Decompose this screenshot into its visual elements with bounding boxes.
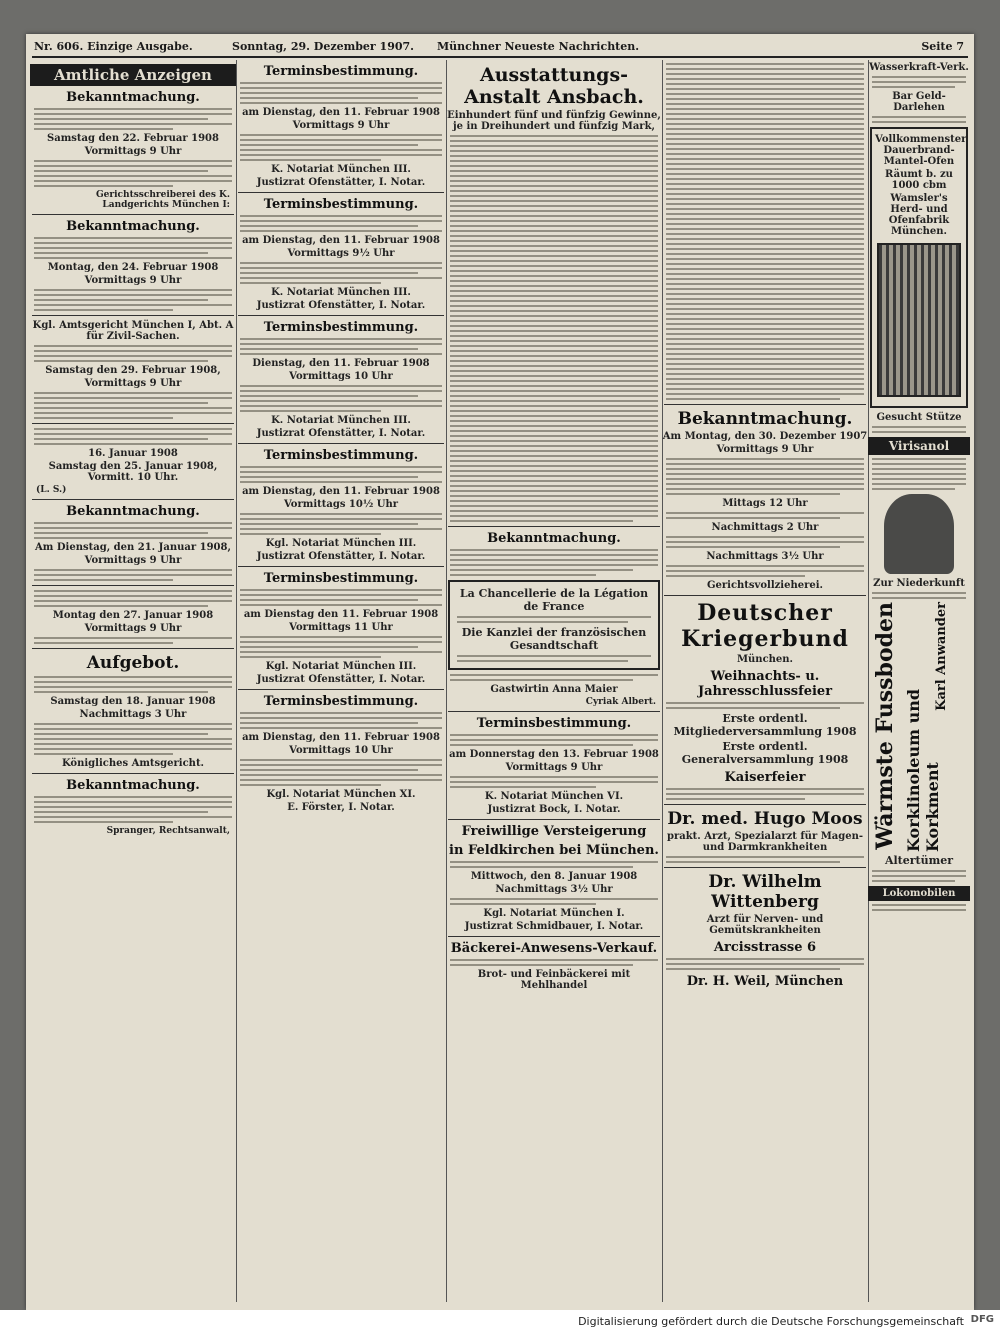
stove-advert [870, 127, 968, 408]
event-title: Erste ordentl. Generalversammlung 1908 [681, 740, 849, 766]
notice-body [450, 674, 658, 681]
lottery-title: Ausstattungs-Anstalt Ansbach. [464, 64, 644, 108]
newspaper-page [26, 34, 974, 1310]
notice-time: Vormittags 9 Uhr [716, 444, 814, 455]
event-title: Weihnachts- u. Jahresschlussfeier [697, 669, 833, 699]
notice-body [450, 861, 658, 868]
notice-body [450, 959, 658, 966]
notary-signature: E. Förster, I. Notar. [287, 802, 395, 813]
auction-location: in Feldkirchen bei München. [449, 843, 659, 858]
flooring-ad-product: Korklinoleum und Korkment [904, 688, 942, 852]
notice-body [450, 898, 658, 905]
notice-body [34, 345, 232, 362]
notice-time: Vormittags 9 Uhr [84, 378, 182, 389]
notice-body [34, 676, 232, 693]
notice-body [240, 466, 442, 483]
ad-body [872, 76, 966, 88]
notice-date: 16. Januar 1908 [88, 448, 178, 459]
ad-body [872, 116, 966, 123]
notary-name: Kgl. Notariat München III. [265, 661, 417, 672]
notary-signature: Justizrat Ofenstätter, I. Notar. [256, 674, 426, 685]
flooring-advert [868, 602, 970, 852]
notice-body [240, 712, 442, 729]
ad-body [872, 592, 966, 599]
notice-body [34, 723, 232, 755]
doctor-name: Dr. Wilhelm Wittenberg [708, 872, 822, 912]
stove-ad-capacity: Räumt b. zu 1000 cbm [885, 169, 953, 191]
notice-time: Vormittags 9 Uhr [84, 623, 182, 634]
notice-body [34, 428, 232, 445]
virisanol-banner: Virisanol [868, 437, 970, 455]
notary-name: Kgl. Notariat München I. [483, 908, 625, 919]
column-2 [236, 60, 447, 1302]
notice-body [666, 458, 864, 495]
issue-number: Nr. 606. Einzige Ausgabe. [34, 40, 193, 53]
notice-time: Nachmittags 2 Uhr [711, 522, 819, 533]
notice-date: Mittwoch, den 8. Januar 1908 [470, 871, 638, 882]
event-title: Kaiserfeier [724, 770, 806, 785]
notice-body [240, 134, 442, 161]
legation-notice [448, 580, 660, 670]
notice-body [34, 637, 232, 644]
laboratory-name: Dr. H. Weil, München [686, 974, 844, 989]
notary-signature: Justizrat Ofenstätter, I. Notar. [256, 551, 426, 562]
notice-body [666, 856, 864, 863]
notary-name: K. Notariat München III. [271, 287, 411, 298]
notice-date: Samstag den 29. Februar 1908, [45, 365, 221, 376]
notice-body [34, 796, 232, 823]
terminsbestimmung-heading: Terminsbestimmung. [263, 694, 419, 709]
doctor-address: Arcisstrasse 6 [713, 940, 817, 955]
kriegerbund-city: München. [736, 654, 794, 665]
notice-date: Samstag den 25. Januar 1908, Vormitt. 10 Uhr. [48, 461, 218, 483]
lokomobilen-banner: Lokomobilen [868, 886, 970, 901]
notice-date: Am Dienstag, den 21. Januar 1908, [35, 542, 231, 553]
notary-signature: Justizrat Schmidbauer, I. Notar. [464, 921, 644, 932]
notice-body [240, 215, 442, 232]
masthead [32, 40, 968, 58]
ad-heading: Gesucht Stütze [876, 412, 962, 423]
notice-body [240, 262, 442, 284]
footer-credit: Digitalisierung gefördert durch die Deutsche Forschungsgemeinschaft [578, 1315, 964, 1328]
notice-time: Vormittags 9½ Uhr [287, 248, 395, 259]
notice-time: Mittags 12 Uhr [722, 498, 808, 509]
column-4 [662, 60, 869, 1302]
notice-body [34, 237, 232, 259]
notice-heading: Bekanntmachung. [66, 778, 200, 793]
kriegerbund-title: Deutscher Kriegerbund [681, 600, 849, 652]
notice-signature: Gerichtsschreiberei des K. Landgerichts München I: [95, 190, 230, 210]
ad-body [872, 458, 966, 490]
notice-date: am Dienstag, den 11. Februar 1908 [242, 235, 440, 246]
notice-date: Montag den 27. Januar 1908 [52, 610, 214, 621]
stove-ad-maker: Wamsler's Herd- und Ofenfabrik München. [888, 193, 950, 237]
ad-heading: Wasserkraft-Verk. [869, 62, 969, 73]
notice-body [240, 385, 442, 412]
notary-name: Kgl. Notariat München III. [265, 538, 417, 549]
ad-heading: Bar Geld-Darlehen [892, 91, 946, 113]
notice-date: am Dienstag, den 11. Februar 1908 [242, 107, 440, 118]
notice-body [34, 569, 232, 581]
court-heading: Kgl. Amtsgericht München I, Abt. A für Zivil-Sachen. [32, 320, 234, 342]
notice-date: am Donnerstag den 13. Februar 1908 [449, 749, 659, 760]
notice-time: Nachmittags 3½ Uhr [706, 551, 824, 562]
stove-illustration [877, 243, 961, 397]
notice-body [666, 565, 864, 577]
notice-time: Vormittags 10 Uhr [289, 371, 393, 382]
notice-time: Vormittags 9 Uhr [505, 762, 603, 773]
legation-heading-fr: La Chancellerie de la Légation de France [459, 587, 649, 613]
lottery-subtitle: Einhundert fünf und fünfzig Gewinne, je in Dreihundert und fünfzig Mark, [447, 110, 661, 132]
event-title: Erste ordentl. Mitgliederversammlung 1908 [673, 712, 857, 738]
doctor-specialty: prakt. Arzt, Spezialarzt für Magen- und Darmkrankheiten [666, 831, 864, 853]
notice-body [450, 776, 658, 788]
notice-time: Vormittags 11 Uhr [289, 622, 393, 633]
notice-time: Vormittags 9 Uhr [292, 120, 390, 131]
ad-body [872, 426, 966, 433]
notice-body [450, 734, 658, 746]
notary-name: K. Notariat München VI. [484, 791, 624, 802]
notice-heading: Bekanntmachung. [66, 90, 200, 105]
ad-heading: Zur Niederkunft [873, 578, 965, 589]
legation-heading-de: Die Kanzlei der französischen Gesandtschaft [461, 626, 647, 652]
notice-body [34, 392, 232, 419]
notice-body [666, 536, 864, 548]
notice-body [666, 788, 864, 800]
court-name: Königliches Amtsgericht. [61, 758, 205, 769]
notice-time: Vormittags 9 Uhr [84, 275, 182, 286]
notice-body [34, 590, 232, 607]
notice-body [34, 160, 232, 187]
notary-name: K. Notariat München III. [271, 415, 411, 426]
notice-body [240, 589, 442, 606]
notice-body [34, 108, 232, 130]
issue-date: Sonntag, 29. Dezember 1907. [232, 40, 414, 53]
bakery-subheading: Brot- und Feinbäckerei mit Mehlhandel [477, 969, 631, 991]
notice-signature: Cyriak Albert. [585, 697, 656, 707]
notice-time: Vormittags 10½ Uhr [283, 499, 399, 510]
notary-signature: Justizrat Ofenstätter, I. Notar. [256, 300, 426, 311]
notary-name: Kgl. Notariat München XI. [266, 789, 416, 800]
notice-date: Am Montag, den 30. Dezember 1907 [662, 431, 868, 442]
notary-name: K. Notariat München III. [271, 164, 411, 175]
terminsbestimmung-heading: Terminsbestimmung. [263, 197, 419, 212]
notice-body [34, 289, 232, 311]
office-name: Gerichtsvollzieherei. [706, 580, 824, 591]
ad-heading: Altertümer [884, 854, 954, 867]
notary-signature: Justizrat Ofenstätter, I. Notar. [256, 428, 426, 439]
notice-body [240, 636, 442, 658]
innkeeper-name: Gastwirtin Anna Maier [490, 684, 618, 695]
notice-date: Samstag den 22. Februar 1908 [47, 133, 219, 144]
notice-time: Vormittags 9 Uhr [84, 146, 182, 157]
notice-time: Vormittags 10 Uhr [289, 745, 393, 756]
paper-name: Münchner Neueste Nachrichten. [437, 40, 640, 53]
terminsbestimmung-heading: Terminsbestimmung. [263, 64, 419, 79]
column-1 [30, 60, 237, 1302]
column-5-ads [868, 60, 970, 1302]
notice-body [240, 513, 442, 535]
notice-heading: Bekanntmachung. [66, 504, 200, 519]
aufgebot-heading: Aufgebot. [86, 653, 180, 673]
notice-heading: Bekanntmachung. [66, 219, 200, 234]
notice-body [666, 958, 864, 970]
notice-heading: Bekanntmachung. [677, 409, 853, 429]
terminsbestimmung-heading: Terminsbestimmung. [263, 571, 419, 586]
amtliche-anzeigen-banner: Amtliche Anzeigen [30, 64, 236, 86]
notice-signature: Spranger, Rechtsanwalt, [106, 826, 230, 836]
terminsbestimmung-heading: Terminsbestimmung. [263, 320, 419, 335]
notice-body [666, 702, 864, 709]
notice-time: Vormittags 9 Uhr [84, 555, 182, 566]
lottery-number-list-continued [666, 63, 864, 400]
ad-body [872, 904, 966, 911]
dfg-logo: DFG [970, 1314, 994, 1325]
notice-body [34, 522, 232, 539]
bakery-sale-heading: Bäckerei-Anwesens-Verkauf. [450, 941, 658, 956]
seal-mark: (L. S.) [36, 485, 67, 495]
doctor-specialty: Arzt für Nerven- und Gemütskrankheiten [706, 914, 824, 936]
terminsbestimmung-heading: Terminsbestimmung. [263, 448, 419, 463]
notice-time: Nachmittags 3 Uhr [79, 709, 187, 720]
flooring-ad-company: Karl Anwander [934, 602, 949, 711]
column-3 [446, 60, 663, 1302]
notice-date: am Dienstag, den 11. Februar 1908 [242, 732, 440, 743]
notice-date: am Dienstag den 11. Februar 1908 [243, 609, 439, 620]
terminsbestimmung-heading: Terminsbestimmung. [476, 716, 632, 731]
lady-illustration [884, 494, 954, 574]
page-number: Seite 7 [921, 40, 964, 53]
notice-body [666, 512, 864, 519]
notice-body [240, 759, 442, 786]
auction-heading: Freiwillige Versteigerung [461, 824, 647, 839]
notice-date: Dienstag, den 11. Februar 1908 [252, 358, 430, 369]
ad-body [872, 870, 966, 882]
notice-date: am Dienstag, den 11. Februar 1908 [242, 486, 440, 497]
lottery-number-list [450, 135, 658, 522]
doctor-name: Dr. med. Hugo Moos [667, 809, 863, 829]
notice-date: Montag, den 24. Februar 1908 [47, 262, 219, 273]
notice-body [240, 82, 442, 104]
flooring-ad-headline: Wärmste Fussboden [872, 602, 898, 850]
notice-body [450, 549, 658, 576]
notary-signature: Justizrat Ofenstätter, I. Notar. [256, 177, 426, 188]
notice-date: Samstag den 18. Januar 1908 [50, 696, 216, 707]
digitization-footer [0, 1310, 1000, 1334]
notice-body [240, 338, 442, 355]
stove-ad-title: Vollkommenster Dauerbrand-Mantel-Ofen [875, 134, 967, 167]
notary-signature: Justizrat Bock, I. Notar. [487, 804, 621, 815]
notice-time: Nachmittags 3½ Uhr [495, 884, 613, 895]
notice-heading: Bekanntmachung. [487, 531, 621, 546]
